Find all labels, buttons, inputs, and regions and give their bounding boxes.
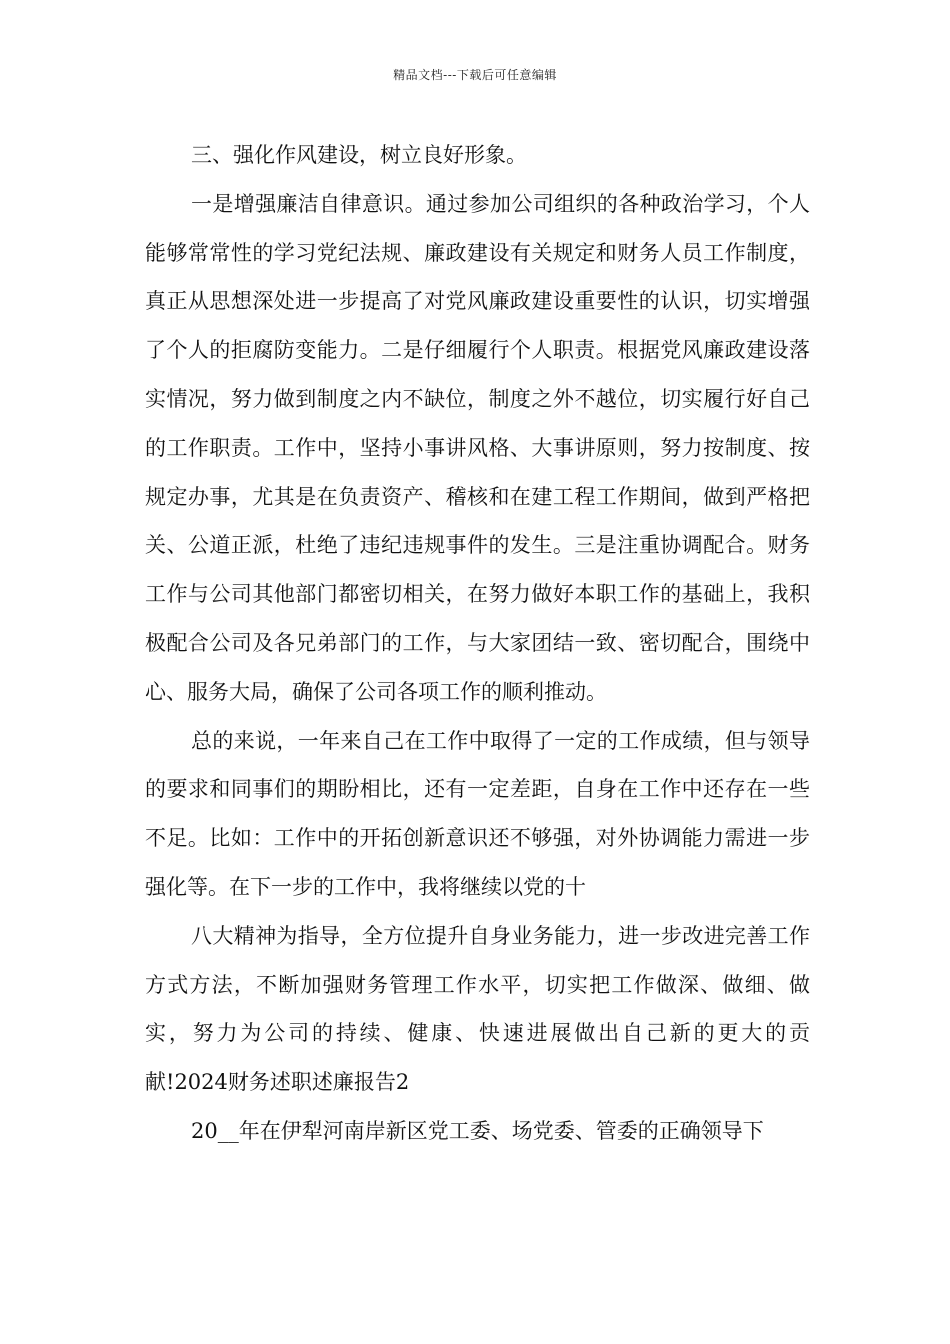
paragraph: 总的来说，一年来自己在工作中取得了一定的工作成绩，但与领导的要求和同事们的期盼相比，还有一定差距，自身在工作中还存在一些不足。比如：工作中的开拓创新意识还不够强，对外协调能力需进一步强化等。在下一步的工作中，我将继续以党的十 — [145, 728, 810, 899]
document-body — [145, 131, 810, 1156]
paragraph: 一是增强廉洁自律意识。通过参加公司组织的各种政治学习，个人能够常常性的学习党纪法规、廉政建设有关规定和财务人员工作制度，真正从思想深处进一步提高了对党风廉政建设重要性的认识，切实增强了个人的拒腐防变能力。二是仔细履行个人职责。根据党风廉政建设落实情况，努力做到制度之内不缺位，制度之外不越位，切实履行好自己的工作职责。工作中，坚持小事讲风格、大事讲原则，努力按制度、按规定办事，尤其是在负责资产、稽核和在建工程工作期间，做到严格把关、公道正派，杜绝了违纪违规事件的发生。三是注重协调配合。财务工作与公司其他部门都密切相关，在努力做好本职工作的基础上，我积极配合公司及各兄弟部门的工作，与大家团结一致、密切配合，围绕中心、服务大局，确保了公司各项工作的顺利推动。 — [145, 191, 810, 704]
page-header: 精品文档---下载后可任意编辑 — [393, 68, 557, 82]
paragraph: 20__年在伊犁河南岸新区党工委、场党委、管委的正确领导下 — [191, 1118, 764, 1143]
paragraph: 八大精神为指导，全方位提升自身业务能力，进一步改进完善工作方式方法，不断加强财务管理工作水平，切实把工作做深、做细、做实，努力为公司的持续、健康、快速进展做出自己新的更大的贡献!2024财务述职述廉报告2 — [145, 923, 810, 1095]
section-heading: 三、强化作风建设，树立良好形象。 — [191, 143, 527, 167]
